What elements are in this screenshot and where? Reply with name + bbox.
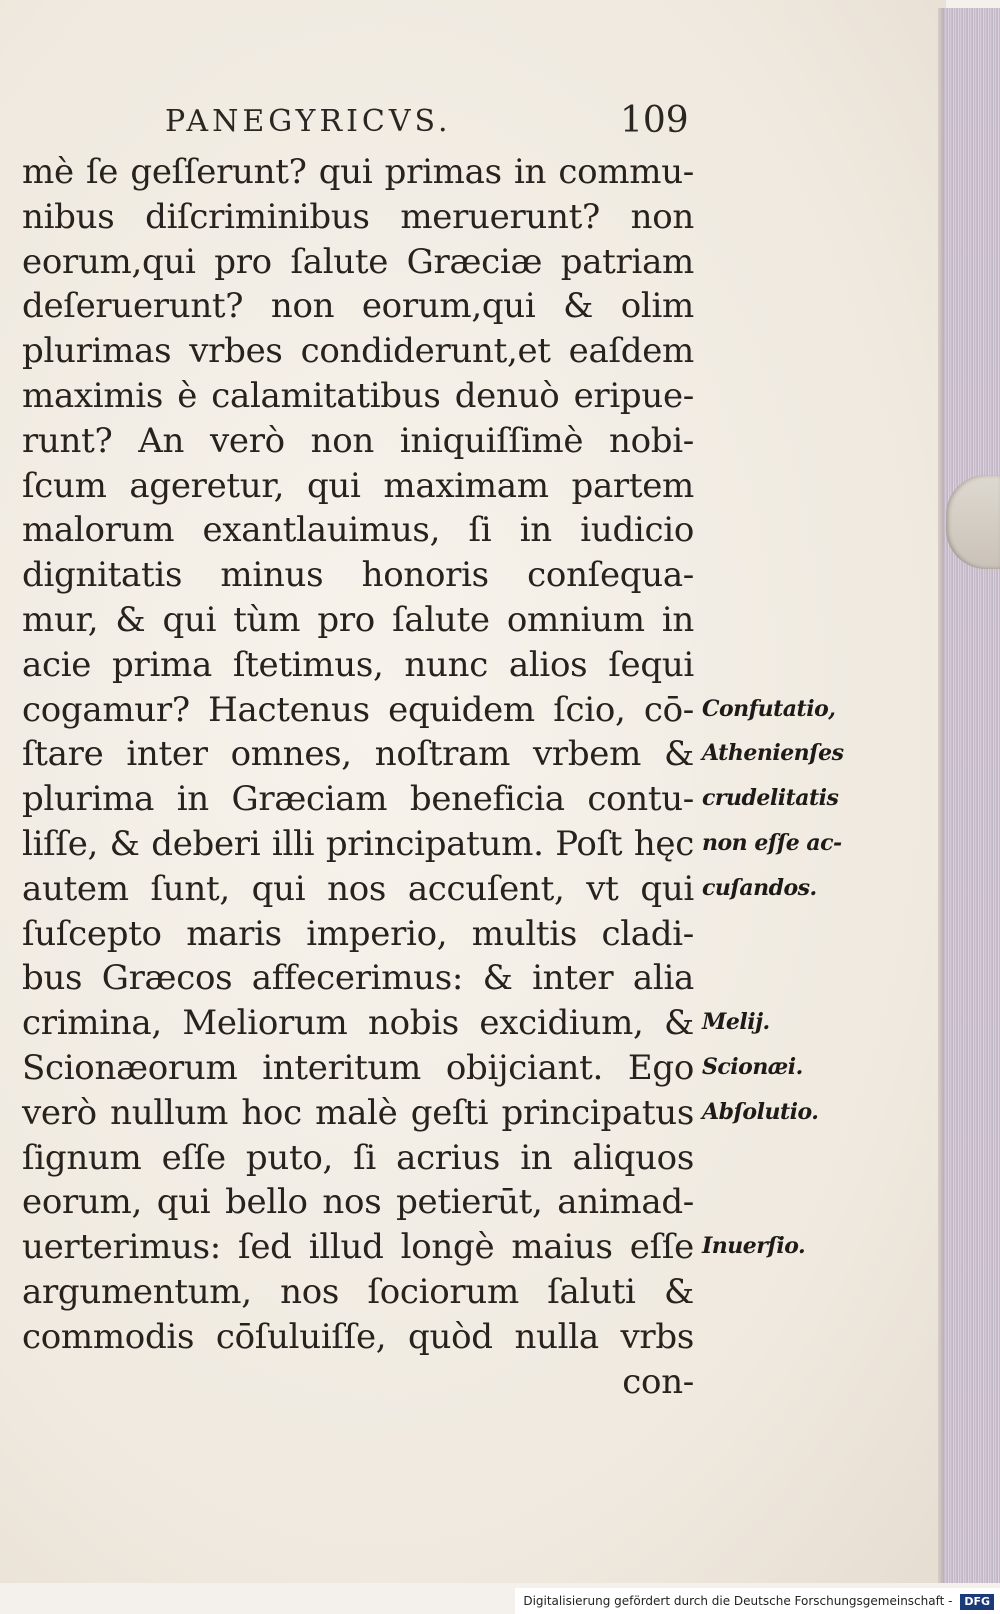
text-line: liſſe, & deberi illi principatum. Poſt hęc — [22, 823, 694, 864]
marginal-note: crudelitatis — [702, 785, 839, 812]
marginal-note: Scionæi. — [702, 1054, 803, 1080]
text-line: mur, & qui tùm pro ſalute omnium in — [22, 599, 694, 640]
text-line: crimina, Meliorum nobis excidium, & — [22, 1003, 694, 1044]
text-line: commodis cōſuluiſſe, quòd nulla vrbs — [22, 1316, 694, 1357]
running-head: PANEGYRICVS. — [165, 104, 452, 139]
text-line: maximis è calamitatibus denuò eripue- — [22, 375, 694, 416]
marginal-note: non eſſe ac- — [702, 830, 842, 856]
text-line: plurimas vrbes condiderunt,et eaſdem — [22, 331, 694, 372]
text-line: dignitatis minus honoris conſequa- — [22, 555, 694, 596]
page-stack-edge — [944, 8, 1000, 1583]
marginal-note: Athenienſes — [702, 740, 844, 767]
body-text — [22, 150, 694, 1404]
marginal-note: Confutatio, — [702, 695, 836, 722]
digitization-credit — [515, 1588, 1000, 1614]
text-line: nibus diſcriminibus meruerunt? non — [22, 196, 694, 237]
marginal-note: cuſandos. — [702, 874, 817, 901]
text-line: plurima in Græciam beneficia contu- — [22, 779, 694, 820]
text-line: ſtare inter omnes, noſtram vrbem & — [22, 734, 694, 775]
text-line: bus Græcos affecerimus: & inter alia — [22, 958, 694, 999]
text-line: uerterimus: ſed illud longè maius eſſe — [22, 1227, 694, 1268]
text-line: ſcum ageretur, qui maximam partem — [22, 465, 694, 506]
text-line: argumentum, nos ſociorum ſaluti & — [22, 1271, 694, 1312]
text-line: autem ſunt, qui nos accuſent, vt qui — [22, 868, 694, 909]
marginal-note: Inuerſio. — [702, 1233, 806, 1260]
text-line: deſeruerunt? non eorum,qui & olim — [22, 286, 694, 327]
text-line: malorum exantlauimus, ſi in iudicio — [22, 510, 694, 551]
text-line: runt? An verò non iniquiſſimè nobi- — [22, 420, 694, 461]
text-line: mè ſe geſſerunt? qui primas in commu- — [22, 152, 694, 192]
dfg-logo: DFG — [960, 1594, 994, 1610]
text-line: ſuſcepto maris imperio, multis cladi- — [22, 913, 694, 954]
text-line: Scionæorum interitum obijciant. Ego — [22, 1047, 694, 1088]
text-line: con- — [622, 1361, 694, 1402]
text-line: cogamur? Hactenus equidem ſcio, cō- — [22, 689, 694, 730]
text-line: eorum, qui bello nos petierūt, animad- — [22, 1182, 694, 1223]
marginal-note: Melij. — [702, 1009, 770, 1036]
text-line: eorum,qui pro ſalute Græciæ patriam — [22, 241, 694, 282]
marginal-note: Abſolutio. — [702, 1098, 819, 1125]
text-line: verò nullum hoc malè geſti principatus — [22, 1092, 694, 1133]
text-line: ſignum eſſe puto, ſi acrius in aliquos — [22, 1137, 694, 1178]
text-line: acie prima ſtetimus, nunc alios ſequi — [22, 644, 694, 685]
page-number: 109 — [620, 100, 689, 141]
credit-text: Digitalisierung gefördert durch die Deutsche Forschungsgemeinschaft - — [523, 1594, 953, 1608]
